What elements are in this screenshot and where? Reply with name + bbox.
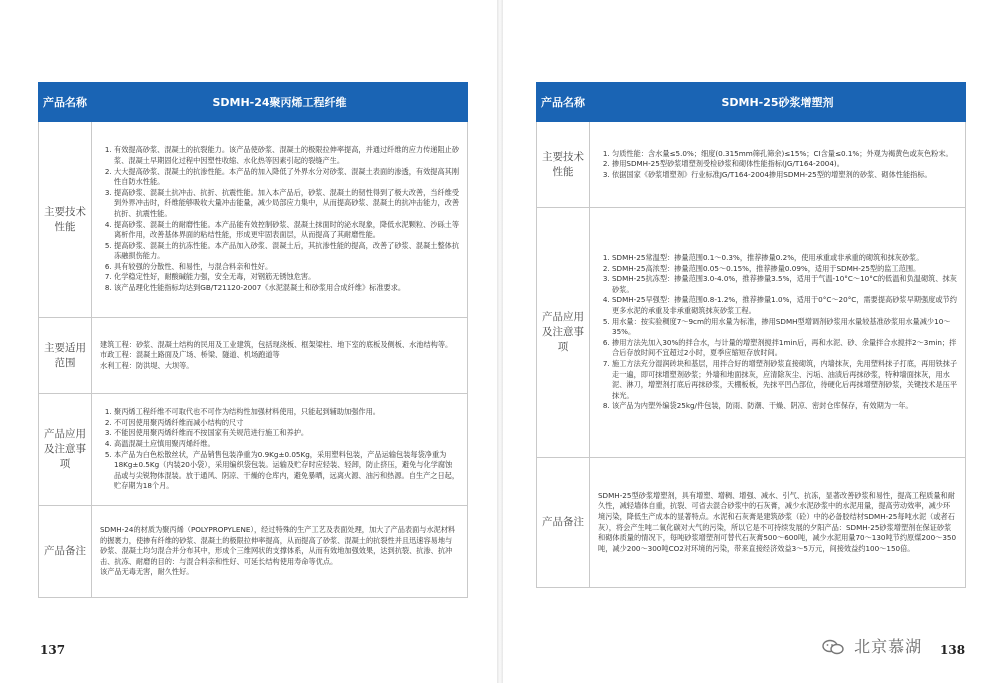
list-item: 5. 提高砂浆、混凝土的抗冻性能。本产品加入砂浆、混凝土后，其抗渗性能的提高，改善了砂浆、混凝土整体抗冻融损伤能力。 [114,241,459,262]
row-content [92,394,468,506]
text-line: 建筑工程：砂浆、混凝土结构的民用及工业建筑，包括现浇板、框架梁柱、地下室的底板及侧板、水池结构等。 [100,339,453,349]
table-row [39,394,468,506]
list-item: 2. 不可因使用聚丙烯纤维而减小结构的尺寸 [114,418,459,429]
product-name: SDMH-25砂浆增塑剂 [590,83,966,122]
row-content [92,506,468,598]
list-item: 5. 用水量：按实验稠度7～9cm的用水量为标准，掺用SDMH型增调剂砂浆用水量较基准砂浆用水量减少10～35%。 [612,317,957,338]
text-line: 市政工程：混凝土路面及广场、桥梁、隧道、机场跑道等 [100,350,280,360]
list-item: 7. 化学稳定性好，耐酸碱能力强，安全无毒，对钢筋无锈蚀危害。 [114,272,459,283]
list-item: 1. 有效提高砂浆、混凝土的抗裂能力。该产品使砂浆、混凝土的极限拉伸率提高，并通过纤维的应力传递阻止砂浆、混凝土早期固化过程中因塑性收缩、水化热等因素引起的裂缝产生。 [114,145,459,166]
row-label: 主要技术性能 [39,122,92,318]
list-item: 3. SDMH-25抗冻型：掺量范围3.0-4.0%，推荐掺量3.5%，适用于气温-10°C～10°C的低温和负温砌筑、抹灰砂浆。 [612,274,957,295]
page-number-left: 137 [40,643,66,657]
book-spine [497,0,503,683]
table-row [537,208,966,458]
row-content [92,122,468,318]
list-item: 3. 依据国家《砂浆增塑剂》行业标准JG/T164-2004掺用SDMH-25型的增塑剂的砂浆、砌体性能指标。 [612,170,957,181]
list-item: 3. 提高砂浆、混凝土抗冲击、抗折、抗震性能。加入本产品后，砂浆、混凝土的韧性得到了极大改善，当纤维受到外界冲击时，纤维能够吸收大量冲击能量，减少局部应力集中，从而提高砂浆、混凝土的抗冲击能力，改善抗折、抗震性能。 [114,188,459,220]
row-label: 主要适用范围 [39,318,92,394]
list-item: 1. SDMH-25常温型：掺量范围0.1～0.3%，推荐掺量0.2%，使用承重或非承重的砌筑和抹灰砂浆。 [612,253,957,264]
table-header [537,83,966,122]
left-page [38,82,468,598]
list-item: 7. 施工方法充分湿润砖块和基层，用拌合好的增塑剂砂浆直接砌筑，内墙抹灰，先用塑料抹子打底，再用铁抹子走一遍，即可抹增塑剂砂浆；外墙和地面抹灰，应清除灰尘、污垢、油渍后再抹砂浆，特种墙面抹灰，用水泥、淋刀，增塑剂打底后再抹砂浆，天棚板板，先抹平凹凸部位，待硬化后再抹增塑剂砂浆，关键技术是压平抹光。 [612,359,957,401]
table-row [537,122,966,208]
row-label: 产品应用及注意事项 [537,208,590,458]
list-item: 4. 高温混凝土应慎用聚丙烯纤维。 [114,439,459,450]
row-label: 产品备注 [39,506,92,598]
list-item: 1. 聚丙烯工程纤维不可取代也不可作为结构性加强材料使用，只能起到辅助加强作用。 [114,407,459,418]
list-item: 8. 该产品理化性能指标均达到GB/T21120-2007《水泥混凝土和砂浆用合成纤维》标准要求。 [114,283,459,294]
list-item: 6. 具有较强的分散性、和易性，与混合料亲和性好。 [114,262,459,273]
row-label: 产品备注 [537,458,590,588]
text-line: SDMH-24的材质为聚丙烯（POLYPROPYLENE），经过特殊的生产工艺及表面处理，加大了产品表面与水泥材料的握裹力，使掺有纤维的砂浆、混凝土的极限拉伸率提高，从而提高了砂浆、混凝土的抗裂性并且迅速容易地与砂浆、混凝土均匀混合并分布其中，形成个三维网状的支撑体系，从而有效地加强效果，达到抗裂、抗渗、抗冲击、抗冻、耐磨的目的：与混合料亲和性好、可延长结构使用寿命等优点。 [100,525,456,566]
list-item: 2. 大大提高砂浆、混凝土的抗渗性能。本产品的加入降低了外界水分对砂浆、混凝土表面的渗透，有效提高其刚性自防水性能。 [114,167,459,188]
table-row [39,318,468,394]
table-header [39,83,468,122]
row-content [92,318,468,394]
product-table-right [536,82,966,588]
list-item: 5. 本产品为白色松散丝状，产品销售包装净重为0.9Kg±0.05Kg，采用塑料包装，产品运输包装每袋净重为18Kg±0.5Kg（内装20小袋），采用编织袋包装。运输及贮存时应轻装、轻卸，防止挤压，避免与化学腐蚀品或与尖锐物体混装。放于通风、阴凉、干燥的仓库内，避免暴晒，远离火源、油污和热源。自生产之日起，贮存期为18个月。 [114,450,459,492]
row-content [590,122,966,208]
product-table-left [38,82,468,598]
table-row [39,122,468,318]
list-item: 3. 不能因使用聚丙烯纤维而不按国家有关规范进行施工和养护。 [114,428,459,439]
row-content [590,208,966,458]
header-label: 产品名称 [537,83,590,122]
text-line: 该产品无毒无害，耐久性好。 [100,567,194,577]
watermark [822,634,922,657]
list-item: 6. 掺用方法先加入30%的拌合水，与计量的增塑剂搅拌1min后，再和水泥、砂、余量拌合水搅拌2～3min；拌合后存放时间不宜超过2小时，夏季应缩短存放时间。 [612,338,957,359]
list-item: 4. 提高砂浆、混凝土的耐磨性能。本产品能有效控制砂浆、混凝土抹面时的泌水现象，降低水泥颗粒、沙砾土等离析作用，改善基体界面的粘结性能，形成更牢固表面层，从而提高了其耐磨性能。 [114,220,459,241]
product-name: SDMH-24聚丙烯工程纤维 [92,83,468,122]
list-item: 2. SDMH-25高浓型：掺量范围0.05～0.15%，推荐掺量0.09%，适用于SDMH-25型的监工范围。 [612,264,957,275]
text-line: SDMH-25型砂浆增塑剂，具有增塑、增稠、增强、减水、引气、抗冻，显著改善砂浆和易性，提高工程质量和耐久性，减轻墙体自重，抗裂、可省去混合砂浆中的石灰膏，减少水泥砂浆中的水泥用量，提高劳动效率，减少环境污染，降低生产成本的显著特点。水泥和石灰膏是建筑砂浆（砼）中的必备胶结材SDMH-25每吨水泥（或者石灰），将会产生吨二氧化碳对大气的污染，所以它是不可持续发展的夕阳产品：SDMH-25砂浆增塑剂在保证砂浆和砌体质量的情况下，每吨砂浆增塑剂可替代石灰膏500～600吨，减少水泥用量70～130吨节约原煤200～350吨，减少200～300吨CO2对环境的污染，带来直接经济效益3～5万元，间接效益约100～150倍。 [598,490,957,553]
text-line: 水利工程：防洪堤、大坝等。 [100,360,194,370]
page-number-right: 138 [940,643,966,657]
header-label: 产品名称 [39,83,92,122]
right-page [536,82,966,588]
list-item: 8. 该产品为内塑外编袋25kg/件包装，防雨、防潮、干燥、阴凉、密封仓库保存，有效期为一年。 [612,401,957,412]
list-item: 1. 匀质性能：含水量≤5.0%；细度(0.315mm筛孔筛余)≤15%；CI含量≤0.1%；外观为褐黄色或灰色粉末。 [612,149,957,160]
table-row [537,458,966,588]
list-item: 4. SDMH-25早强型：掺量范围0.8-1.2%，推荐掺量1.0%，适用于0°C～20°C，需要提高砂浆早期强度或节约更多水泥的承重及非承重砌筑抹灰砂浆工程。 [612,295,957,316]
wechat-icon [822,639,844,655]
row-content [590,458,966,588]
table-row [39,506,468,598]
row-label: 产品应用及注意事项 [39,394,92,506]
watermark-text: 北京慕湖 [854,637,923,656]
row-label: 主要技术性能 [537,122,590,208]
list-item: 2. 掺用SDMH-25型砂浆增塑剂受检砂浆和砌体性能指标(JG/T164-2004)。 [612,159,957,170]
